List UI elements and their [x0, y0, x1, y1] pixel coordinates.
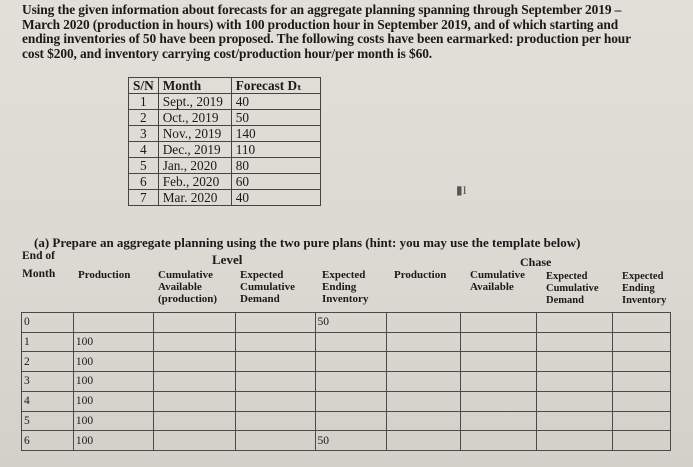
part-a-instruction: (a) Prepare an aggregate planning using the two pure plans (hint: you may use the template below): [34, 235, 581, 250]
chase-cumulative-available-header: Cumulative Available: [470, 269, 525, 293]
forecast-header: Forecast Dₜ: [231, 78, 320, 94]
chase-expected-demand-cell[interactable]: [537, 431, 613, 451]
level-cumulative-available-cell[interactable]: [153, 411, 235, 431]
forecast-cell: 40: [231, 94, 320, 110]
level-production-cell: 100: [73, 411, 153, 431]
level-ending-inventory-cell: [315, 352, 387, 372]
month-cell: Feb., 2020: [158, 174, 231, 190]
intro-line: March 2020 (production in hours) with 100 production hour in September 2019, and of which starting and: [22, 16, 619, 32]
level-cumulative-available-cell[interactable]: [153, 391, 235, 411]
table-row: [129, 94, 321, 110]
sn-cell: 2: [129, 110, 159, 126]
chase-cumulative-available-cell[interactable]: [461, 391, 537, 411]
chase-production-cell[interactable]: [387, 372, 461, 392]
forecast-cell: 50: [231, 110, 320, 126]
chase-cumulative-available-cell[interactable]: [461, 372, 537, 392]
table-row: [22, 391, 671, 411]
level-cumulative-available-cell[interactable]: [153, 332, 235, 352]
table-row: [22, 411, 671, 431]
intro-line: cost $200, and inventory carrying cost/production hour/per month is $60.: [22, 45, 433, 61]
level-production-cell: [73, 313, 153, 333]
chase-production-header: Production: [394, 269, 447, 281]
sn-header: S/N: [129, 78, 159, 94]
month-index-cell: 3: [22, 372, 74, 392]
level-cumulative-available-cell[interactable]: [153, 352, 235, 372]
chase-expected-demand-cell[interactable]: [537, 332, 613, 352]
chase-production-cell[interactable]: [387, 332, 461, 352]
chase-production-cell[interactable]: [387, 431, 461, 451]
chase-expected-demand-header: Expected Cumulative Demand: [546, 271, 599, 306]
sn-cell: 1: [129, 94, 159, 110]
intro-line: ending inventories of 50 have been proposed. The following costs have been earmarked: production per hour: [22, 31, 631, 47]
level-expected-demand-cell[interactable]: [235, 372, 315, 392]
aggregate-planning-template: [21, 312, 671, 451]
month-header: Month: [158, 78, 231, 94]
month-index-cell: 0: [22, 313, 74, 333]
table-row: [129, 110, 321, 126]
level-expected-demand-cell[interactable]: [235, 352, 315, 372]
level-ending-inventory-cell: [315, 332, 387, 352]
month-label: Month: [22, 268, 56, 280]
level-expected-demand-cell[interactable]: [235, 411, 315, 431]
month-index-cell: 1: [22, 332, 74, 352]
chase-production-cell[interactable]: [387, 313, 461, 333]
table-row: [22, 313, 671, 333]
month-index-cell: 2: [22, 352, 74, 372]
level-production-header: Production: [78, 269, 131, 281]
chase-production-cell[interactable]: [387, 352, 461, 372]
sn-cell: 4: [129, 142, 159, 158]
month-index-cell: 5: [22, 411, 74, 431]
chase-production-cell[interactable]: [387, 411, 461, 431]
level-ending-inventory-cell: 50: [315, 313, 387, 333]
table-row: [129, 174, 321, 190]
level-production-cell: 100: [73, 391, 153, 411]
level-cumulative-available-cell[interactable]: [153, 431, 235, 451]
chase-expected-demand-cell[interactable]: [537, 372, 613, 392]
chase-label: Chase: [520, 255, 552, 269]
level-cumulative-available-header: Cumulative Available (production): [158, 269, 218, 305]
chase-cumulative-available-cell[interactable]: [461, 332, 537, 352]
end-of-month-header: [22, 250, 55, 280]
level-expected-demand-cell[interactable]: [235, 431, 315, 451]
month-cell: Oct., 2019: [158, 110, 231, 126]
chase-ending-inventory-cell[interactable]: [613, 431, 671, 451]
chase-cumulative-available-cell[interactable]: [461, 313, 537, 333]
table-row: [22, 332, 671, 352]
chase-ending-inventory-cell[interactable]: [613, 411, 671, 431]
level-ending-inventory-cell: [315, 411, 387, 431]
forecast-cell: 110: [231, 142, 320, 158]
level-ending-inventory-cell: [315, 391, 387, 411]
month-cell: Sept., 2019: [158, 94, 231, 110]
table-row: [129, 126, 321, 142]
level-label: Level: [212, 252, 243, 267]
month-index-cell: 4: [22, 391, 74, 411]
forecast-table: [128, 77, 321, 206]
month-index-cell: 6: [22, 431, 74, 451]
table-row: [129, 190, 321, 206]
chase-expected-demand-cell[interactable]: [537, 352, 613, 372]
sn-cell: 7: [129, 190, 159, 206]
forecast-header-row: [129, 78, 321, 94]
chase-production-cell[interactable]: [387, 391, 461, 411]
forecast-cell: 80: [231, 158, 320, 174]
sn-cell: 5: [129, 158, 159, 174]
text-cursor-icon: ▮I: [456, 183, 467, 197]
table-row: [22, 372, 671, 392]
chase-ending-inventory-cell[interactable]: [613, 372, 671, 392]
level-production-cell: 100: [73, 332, 153, 352]
chase-expected-demand-cell[interactable]: [537, 411, 613, 431]
sn-cell: 6: [129, 174, 159, 190]
table-row: [129, 158, 321, 174]
chase-ending-inventory-cell[interactable]: [613, 332, 671, 352]
level-ending-inventory-cell: 50: [315, 431, 387, 451]
table-row: [22, 352, 671, 372]
chase-ending-inventory-cell[interactable]: [613, 352, 671, 372]
level-expected-demand-cell[interactable]: [235, 332, 315, 352]
chase-cumulative-available-cell[interactable]: [461, 352, 537, 372]
month-cell: Jan., 2020: [158, 158, 231, 174]
table-row: [22, 431, 671, 451]
forecast-cell: 60: [231, 174, 320, 190]
level-expected-demand-header: Expected Cumulative Demand: [240, 269, 295, 305]
chase-expected-demand-cell[interactable]: [537, 313, 613, 333]
level-expected-demand-cell[interactable]: [235, 391, 315, 411]
forecast-cell: 40: [231, 190, 320, 206]
month-cell: Nov., 2019: [158, 126, 231, 142]
level-cumulative-available-cell[interactable]: [153, 313, 235, 333]
level-expected-demand-cell[interactable]: [235, 313, 315, 333]
month-cell: Mar. 2020: [158, 190, 231, 206]
month-cell: Dec., 2019: [158, 142, 231, 158]
chase-ending-inventory-cell[interactable]: [613, 391, 671, 411]
chase-cumulative-available-cell[interactable]: [461, 431, 537, 451]
forecast-cell: 140: [231, 126, 320, 142]
level-ending-inventory-header: Expected Ending Inventory: [322, 269, 369, 305]
level-production-cell: 100: [73, 372, 153, 392]
chase-ending-inventory-cell[interactable]: [613, 313, 671, 333]
chase-cumulative-available-cell[interactable]: [461, 411, 537, 431]
problem-statement: [22, 3, 682, 61]
end-of-label: End of: [22, 250, 55, 262]
table-row: [129, 142, 321, 158]
intro-line: Using the given information about forecasts for an aggregate planning spanning through September 2019 –: [22, 2, 622, 17]
level-production-cell: 100: [73, 431, 153, 451]
sn-cell: 3: [129, 126, 159, 142]
level-ending-inventory-cell: [315, 372, 387, 392]
level-production-cell: 100: [73, 352, 153, 372]
level-cumulative-available-cell[interactable]: [153, 372, 235, 392]
chase-ending-inventory-header: Expected Ending Inventory: [622, 271, 667, 306]
chase-expected-demand-cell[interactable]: [537, 391, 613, 411]
